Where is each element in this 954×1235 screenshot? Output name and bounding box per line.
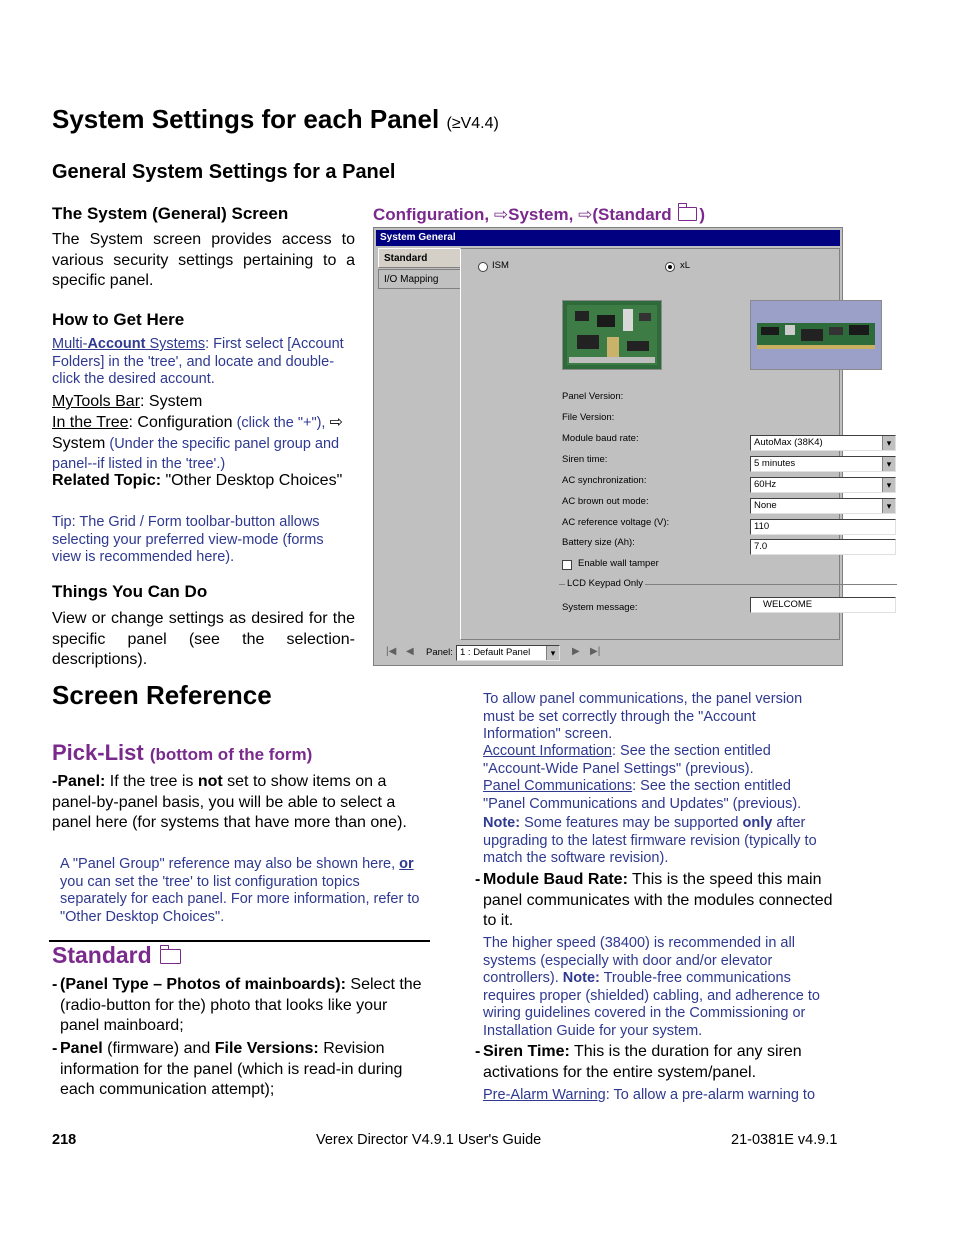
label-lcd-group: LCD Keypad Only xyxy=(567,578,644,589)
arrow-right-icon: ⇨ xyxy=(493,205,509,224)
account-info-text: : See the section entitled "Account-Wide Panel Settings" (previous). xyxy=(483,743,771,777)
things-heading: Things You Can Do xyxy=(52,582,208,601)
bullet-dash: - xyxy=(52,1040,58,1057)
prealarm-link[interactable]: Pre-Alarm Warning xyxy=(483,1087,606,1103)
tree-system-text: System xyxy=(52,434,106,452)
standard-item-1 xyxy=(52,975,427,1037)
pick-list-subtitle: (bottom of the form) xyxy=(149,745,313,764)
link-part-c: Systems xyxy=(145,336,206,352)
related-label: Related Topic: xyxy=(52,472,162,489)
panel-comm-link[interactable]: Panel Communications xyxy=(483,778,633,794)
how-multi-account xyxy=(52,336,357,389)
window-bottom-bar xyxy=(378,644,838,662)
mytools-text: : System xyxy=(140,393,203,410)
bullet-dash: - xyxy=(475,871,481,888)
note-label: Note: xyxy=(483,815,521,831)
radio-ism[interactable] xyxy=(478,262,488,272)
related-topic xyxy=(52,471,357,492)
item1-text: Select the (radio-button for the) photo that looks like your panel mainboard; xyxy=(60,976,422,1034)
panel-label: Panel: xyxy=(426,647,453,658)
mytools-line xyxy=(52,392,357,413)
item2-label-b: File Versions: xyxy=(214,1040,319,1057)
note-text-a: Some features may be supported xyxy=(520,815,743,831)
link-part-b: Account xyxy=(87,336,146,352)
right-p1: To allow panel communications, the panel version must be set correctly through the "Account Information" screen. xyxy=(483,691,803,742)
prev-record-icon[interactable]: ◀ xyxy=(406,646,414,657)
radio-xl[interactable] xyxy=(665,262,675,272)
page-number: 218 xyxy=(52,1132,77,1148)
bullet-dash: - xyxy=(52,976,58,993)
label-panel-version: Panel Version: xyxy=(562,391,624,402)
tab-io-mapping[interactable]: I/O Mapping xyxy=(378,269,460,289)
system-general-window xyxy=(373,227,843,666)
nav-path xyxy=(373,205,705,225)
title-version: (≥V4.4) xyxy=(446,115,499,132)
note-a: A "Panel Group" reference may also be shown here, xyxy=(60,856,400,872)
radio-xl-label: xL xyxy=(680,260,691,271)
label-ac-sync: AC synchronization: xyxy=(562,475,647,486)
first-record-icon[interactable]: |◀ xyxy=(386,646,397,657)
screen-text: The System screen provides access to various security settings pertaining to a specific panel. xyxy=(52,231,355,289)
baud-note-b: Trouble-free communications requires proper (shielded) cabling, and adherence to wiring guidelines covered in the Commissioning or Installation Guide for your system. xyxy=(483,970,820,1039)
right-panel-comm xyxy=(483,778,828,813)
window-panel xyxy=(460,248,840,640)
wall-tamper-checkbox[interactable] xyxy=(562,560,572,570)
battery-input[interactable]: 7.0 xyxy=(750,539,896,555)
item2-label-a: Panel xyxy=(60,1040,103,1057)
screen-reference-heading: Screen Reference xyxy=(52,680,272,710)
panel-text-not: not xyxy=(197,773,223,790)
label-wall-tamper: Enable wall tamper xyxy=(578,558,659,569)
tree-text: : Configuration xyxy=(128,414,233,431)
window-title: System General xyxy=(376,230,840,246)
nav-standard: (Standard xyxy=(592,205,672,224)
arrow-right-icon: ⇨ xyxy=(329,414,343,431)
note-text-b: after upgrading to the latest firmware revision (typically to match the software revision). xyxy=(483,815,817,866)
item1-label: (Panel Type – Photos of mainboards): xyxy=(60,976,346,993)
panel-select[interactable]: 1 : Default Panel ▾ xyxy=(456,645,560,661)
panel-text-a: If the tree is xyxy=(105,773,198,790)
tree-note: (click the "+"), xyxy=(232,415,330,431)
account-info-link[interactable]: Account Information xyxy=(483,743,612,759)
label-file-version: File Version: xyxy=(562,412,615,423)
note-b: you can set the 'tree' to list configuration topics separately for each panel. For more information, refer to "Other Desktop Choices". xyxy=(60,873,420,925)
siren-time-item xyxy=(475,1042,850,1083)
screen-heading: The System (General) Screen xyxy=(52,204,289,223)
tree-line xyxy=(52,413,357,475)
things-text: View or change settings as desired for the specific panel (see the selection-descriptions). xyxy=(52,610,355,668)
next-record-icon[interactable]: ▶ xyxy=(572,646,580,657)
tree-note-2: (Under the specific panel group and panel--if listed in the 'tree'.) xyxy=(52,435,340,472)
module-baud-item xyxy=(475,870,850,932)
prealarm-line xyxy=(483,1087,848,1105)
tab-standard[interactable]: Standard xyxy=(378,248,460,268)
pick-list-panel xyxy=(52,772,422,834)
how-text: : First select [Account Folders] in the 'tree', and locate and double-click the desired account. xyxy=(52,336,344,387)
ism-mainboard-photo[interactable] xyxy=(562,300,662,370)
baud-note-a: The higher speed (38400) is recommended in all systems (especially with door and/or elevator controllers). xyxy=(483,935,795,986)
pick-list-heading xyxy=(52,740,312,766)
baud-note xyxy=(483,935,839,1040)
multi-account-link[interactable] xyxy=(52,336,205,352)
folder-icon xyxy=(678,207,697,221)
module-baud-select[interactable]: AutoMax (38K4) ▾ xyxy=(750,435,896,451)
label-battery: Battery size (Ah): xyxy=(562,537,635,548)
ac-ref-input[interactable]: 110 xyxy=(750,519,896,535)
pick-list-note xyxy=(60,856,428,926)
siren-text: This is the duration for any siren activations for the entire system/panel. xyxy=(483,1043,802,1081)
bullet-dash: - xyxy=(475,1043,481,1060)
nav-close: ) xyxy=(699,205,706,224)
note-or: or xyxy=(399,856,414,872)
footer-doc-id: 21-0381E v4.9.1 xyxy=(731,1132,838,1148)
standard-title: Standard xyxy=(52,942,152,968)
section-subtitle: General System Settings for a Panel xyxy=(52,161,396,183)
tip-text: Tip: The Grid / Form toolbar-button allows selecting your preferred view-mode (forms view is recommended here). xyxy=(52,514,324,565)
how-heading: How to Get Here xyxy=(52,310,185,329)
label-system-message: System message: xyxy=(562,602,638,613)
prealarm-text: : To allow a pre-alarm warning to xyxy=(605,1087,816,1103)
ac-brown-select[interactable]: None ▾ xyxy=(750,498,896,514)
panel-comm-text: : See the section entitled "Panel Communications and Updates" (previous). xyxy=(483,778,802,812)
siren-label: Siren Time: xyxy=(483,1043,570,1060)
standard-heading xyxy=(52,942,183,969)
tree-link[interactable]: In the Tree xyxy=(52,414,129,431)
label-ac-ref: AC reference voltage (V): xyxy=(562,517,670,528)
right-account-info xyxy=(483,743,823,778)
label-module-baud: Module baud rate: xyxy=(562,433,639,444)
panel-label-bold: -Panel: xyxy=(52,773,106,790)
window-tabs xyxy=(378,248,460,290)
note-only: only xyxy=(742,815,773,831)
system-message-input[interactable]: WELCOME xyxy=(750,597,896,613)
baud-note-label: Note: xyxy=(562,970,600,986)
page-title-text: System Settings for each Panel xyxy=(52,104,440,134)
arrow-right-icon: ⇨ xyxy=(578,205,593,224)
nav-config: Configuration, xyxy=(373,205,490,224)
page-title xyxy=(52,104,499,135)
baud-text: This is the speed this main panel communicates with the modules connected to it. xyxy=(483,871,833,929)
panel-text-b: set to show items on a panel-by-panel basis, you will be able to select a panel here (for systems that have more than one). xyxy=(52,773,407,831)
label-siren-time: Siren time: xyxy=(562,454,608,465)
nav-system: System, xyxy=(508,205,574,224)
radio-ism-label: ISM xyxy=(492,260,509,271)
siren-time-select[interactable]: 5 minutes ▾ xyxy=(750,456,896,472)
mytools-link[interactable]: MyTools Bar xyxy=(52,393,141,410)
item2-text-b: Revision information for the panel (which is read-in during each communication attempt); xyxy=(60,1040,403,1098)
folder-icon xyxy=(160,949,181,964)
last-record-icon[interactable]: ▶| xyxy=(590,646,601,657)
related-text: "Other Desktop Choices" xyxy=(161,472,343,489)
right-note xyxy=(483,815,838,868)
xl-mainboard-photo[interactable] xyxy=(750,300,882,370)
link-part-a: Multi- xyxy=(52,336,88,352)
standard-item-2 xyxy=(52,1039,430,1101)
baud-label: Module Baud Rate: xyxy=(483,871,628,888)
item2-text-a: (firmware) and xyxy=(102,1040,215,1057)
ac-sync-select[interactable]: 60Hz ▾ xyxy=(750,477,896,493)
pick-list-title: Pick-List xyxy=(52,740,144,765)
label-ac-brown: AC brown out mode: xyxy=(562,496,649,507)
footer-title: Verex Director V4.9.1 User's Guide xyxy=(316,1132,542,1148)
